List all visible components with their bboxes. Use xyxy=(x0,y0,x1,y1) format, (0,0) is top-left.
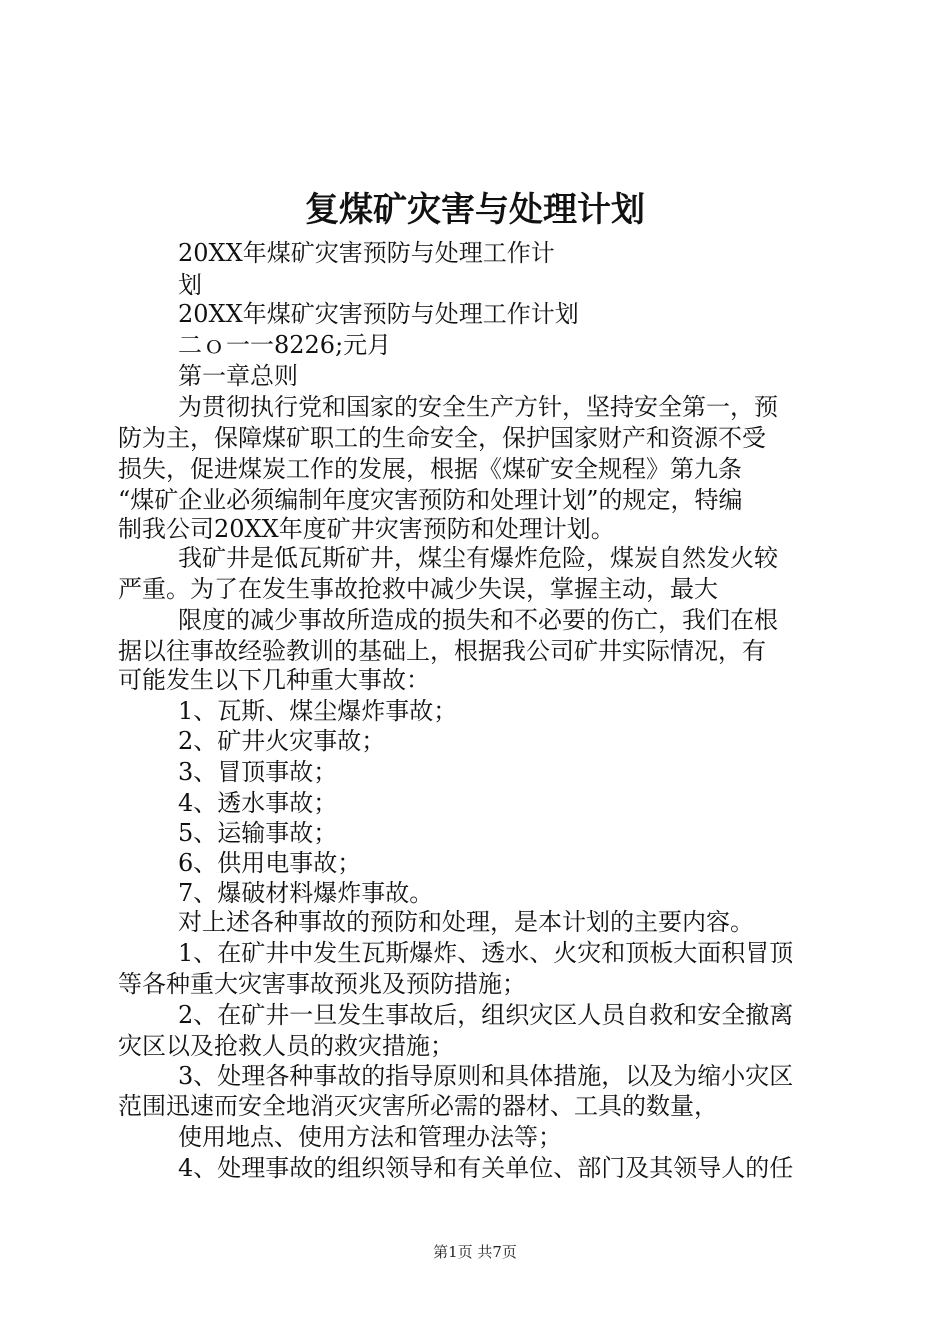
text-line: 据以往事故经验教训的基础上，根据我公司矿井实际情况，有 xyxy=(118,637,766,665)
document-title: 复煤矿灾害与处理计划 xyxy=(305,190,645,230)
text-line: 为贯彻执行党和国家的安全生产方针，坚持安全第一，预 xyxy=(178,393,778,421)
text-line: 范围迅速而安全地消灭灾害所必需的器材、工具的数量， xyxy=(118,1092,718,1120)
text-line: 20XX年煤矿灾害预防与处理工作计划 xyxy=(178,300,579,328)
text-line: 限度的减少事故所造成的损失和不必要的伤亡，我们在根 xyxy=(178,606,778,634)
list-item: 7、爆破材料爆炸事故。 xyxy=(178,879,434,907)
list-item: 2、矿井火灾事故； xyxy=(178,727,386,755)
list-item: 2、在矿井一旦发生事故后，组织灾区人员自救和安全撤离 xyxy=(178,1001,794,1029)
text-line: 制我公司20XX年度矿井灾害预防和处理计划。 xyxy=(118,515,615,543)
list-item: 3、冒顶事故； xyxy=(178,758,338,786)
text-line: 等各种重大灾害事故预兆及预防措施； xyxy=(118,970,526,998)
text-line: 严重。为了在发生事故抢救中减少失误，掌握主动，最大 xyxy=(118,575,718,603)
page-number: 第1页 共7页 xyxy=(433,1243,517,1261)
list-item: 1、瓦斯、煤尘爆炸事故； xyxy=(178,697,458,725)
list-item: 4、处理事故的组织领导和有关单位、部门及其领导人的任 xyxy=(178,1154,794,1182)
text-line: 损失，促进煤炭工作的发展，根据《煤矿安全规程》第九条 xyxy=(118,455,742,483)
text-line: 防为主，保障煤矿职工的生命安全，保护国家财产和资源不受 xyxy=(118,424,766,452)
text-line: 灾区以及抢救人员的救灾措施； xyxy=(118,1032,454,1060)
list-item: 1、在矿井中发生瓦斯爆炸、透水、火灾和顶板大面积冒顶 xyxy=(178,939,794,967)
text-line: 20XX年煤矿灾害预防与处理工作计 xyxy=(178,239,555,267)
text-line: 使用地点、使用方法和管理办法等； xyxy=(178,1123,562,1151)
text-line: “煤矿企业必须编制年度灾害预防和处理计划”的规定，特编 xyxy=(118,486,743,514)
chapter-heading: 第一章总则 xyxy=(178,362,298,390)
text-line: 我矿井是低瓦斯矿井，煤尘有爆炸危险，煤炭自然发火较 xyxy=(178,544,778,572)
list-item: 6、供用电事故； xyxy=(178,849,362,877)
text-line: 二ｏ一一8226;元月 xyxy=(178,331,392,359)
list-item: 5、运输事故； xyxy=(178,819,338,847)
text-line: 可能发生以下几种重大事故： xyxy=(118,666,430,694)
text-line: 划 xyxy=(178,271,202,299)
list-item: 3、处理各种事故的指导原则和具体措施，以及为缩小灾区 xyxy=(178,1062,794,1090)
text-line: 对上述各种事故的预防和处理，是本计划的主要内容。 xyxy=(178,908,754,936)
list-item: 4、透水事故； xyxy=(178,789,338,817)
